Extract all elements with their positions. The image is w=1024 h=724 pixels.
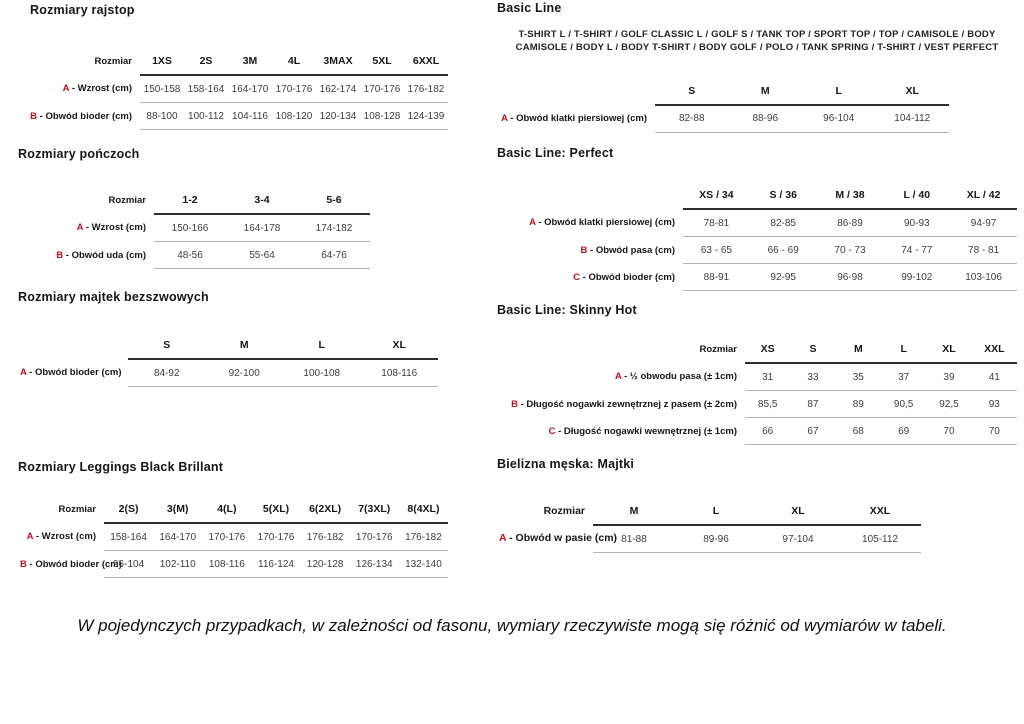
- size-table-rajstop: [18, 48, 448, 130]
- size-column-label: [497, 78, 655, 105]
- size-header-cell: L: [802, 78, 876, 105]
- size-header-cell: 5(XL): [251, 496, 300, 523]
- size-header-cell: M / 38: [817, 182, 884, 209]
- size-header-cell: 3M: [228, 48, 272, 75]
- size-value-cell: 70: [972, 418, 1017, 445]
- size-header-cell: XS: [745, 336, 790, 363]
- size-value-cell: 164-170: [228, 75, 272, 103]
- measurement-row: [497, 391, 1017, 418]
- size-value-cell: 102-110: [153, 551, 202, 578]
- measurement-label: A - Obwód w pasie (cm): [499, 532, 618, 545]
- section-title-leggings: Rozmiary Leggings Black Brillant: [18, 460, 224, 474]
- size-value-cell: 170-176: [251, 523, 300, 551]
- size-value-cell: 120-128: [301, 551, 350, 578]
- size-table-majtek: [18, 332, 438, 387]
- size-value-cell: 67: [790, 418, 835, 445]
- measurement-letter: A: [62, 83, 70, 95]
- size-value-cell: 170-176: [202, 523, 251, 551]
- size-value-cell: 35: [836, 363, 881, 391]
- size-table-perfect: [497, 182, 1017, 291]
- size-value-cell: 158-164: [184, 75, 228, 103]
- size-header-cell: XL: [757, 498, 839, 525]
- size-header-cell: S: [655, 78, 729, 105]
- measurement-row: [497, 105, 949, 133]
- size-value-cell: 70: [926, 418, 971, 445]
- measurement-label: A - Wzrost (cm): [62, 83, 132, 95]
- measurement-row: [18, 214, 370, 242]
- size-value-cell: 164-178: [226, 214, 298, 242]
- size-header-cell: XL: [926, 336, 971, 363]
- size-value-cell: 86-89: [817, 209, 884, 237]
- measurement-label: B - Obwód pasa (cm): [580, 244, 675, 256]
- size-value-cell: 31: [745, 363, 790, 391]
- size-header-cell: 3(M): [153, 496, 202, 523]
- basic-line-product-list: T-SHIRT L / T-SHIRT / GOLF CLASSIC L / GOLF S / TANK TOP / SPORT TOP / TOP / CAMISOLE / BODY CAMISOLE / BODY L / BODY T-SHIRT / BODY GOLF / POLO / TANK SPRING / T-SHIRT / VEST PERFECT: [515, 29, 999, 53]
- section-title-majtek: Rozmiary majtek bezszwowych: [18, 290, 209, 304]
- size-header-cell: XL: [361, 332, 439, 359]
- size-value-cell: 55-64: [226, 242, 298, 269]
- size-header-cell: XXL: [972, 336, 1017, 363]
- size-column-label: Rozmiar: [699, 344, 737, 355]
- size-value-cell: 41: [972, 363, 1017, 391]
- size-header-row: [18, 187, 370, 214]
- size-header-cell: 1XS: [140, 48, 184, 75]
- size-value-cell: 103-106: [950, 264, 1017, 291]
- size-value-cell: 66: [745, 418, 790, 445]
- section-title-majtki-meskie: Bielizna męska: Majtki: [497, 457, 635, 471]
- size-value-cell: 158-164: [104, 523, 153, 551]
- measurement-label: A - Wzrost (cm): [76, 222, 146, 234]
- size-column-label: Rozmiar: [58, 504, 96, 515]
- measurement-row: [497, 237, 1017, 264]
- size-value-cell: 66 - 69: [750, 237, 817, 264]
- measurement-letter: B: [20, 558, 27, 570]
- size-value-cell: 174-182: [298, 214, 370, 242]
- size-header-cell: S / 36: [750, 182, 817, 209]
- measurement-row: [18, 551, 448, 578]
- size-value-cell: 92,5: [926, 391, 971, 418]
- measurement-row: [18, 103, 448, 130]
- size-header-cell: 8(4XL): [399, 496, 448, 523]
- size-value-cell: 69: [881, 418, 926, 445]
- size-header-cell: 4(L): [202, 496, 251, 523]
- size-value-cell: 93: [972, 391, 1017, 418]
- size-value-cell: 132-140: [399, 551, 448, 578]
- measurement-row: [18, 242, 370, 269]
- size-value-cell: 92-100: [206, 359, 284, 387]
- section-rozmiary-rajstop: [18, 3, 448, 130]
- size-header-row: [497, 336, 1017, 363]
- measurement-row: [497, 525, 921, 553]
- measurement-letter: B: [580, 244, 588, 256]
- size-header-cell: L / 40: [883, 182, 950, 209]
- size-header-cell: XL / 42: [950, 182, 1017, 209]
- size-value-cell: 90,5: [881, 391, 926, 418]
- measurement-letter: C: [548, 425, 556, 437]
- size-header-cell: XL: [876, 78, 950, 105]
- section-title-skinny-hot: Basic Line: Skinny Hot: [497, 303, 637, 317]
- measurement-row: [18, 359, 438, 387]
- size-value-cell: 164-170: [153, 523, 202, 551]
- size-value-cell: 39: [926, 363, 971, 391]
- size-value-cell: 96-104: [104, 551, 153, 578]
- section-rozmiary-leggings: [18, 460, 448, 578]
- size-header-cell: 2(S): [104, 496, 153, 523]
- size-table-majtki-meskie: [497, 498, 921, 553]
- size-header-cell: 1-2: [154, 187, 226, 214]
- size-value-cell: 104-116: [228, 103, 272, 130]
- size-value-cell: 170-176: [360, 75, 404, 103]
- measurement-label: A - Obwód klatki piersiowej (cm): [529, 217, 675, 229]
- size-header-cell: L: [675, 498, 757, 525]
- size-header-cell: 5XL: [360, 48, 404, 75]
- size-header-row: [497, 78, 949, 105]
- size-column-label: [497, 182, 683, 209]
- section-basic-line-skinny-hot: [497, 303, 1017, 445]
- measurement-label: A - ½ obwodu pasa (± 1cm): [614, 371, 737, 383]
- size-value-cell: 92-95: [750, 264, 817, 291]
- size-value-cell: 104-112: [876, 105, 950, 133]
- measurement-label: C - Obwód bioder (cm): [573, 271, 675, 283]
- size-value-cell: 100-112: [184, 103, 228, 130]
- size-value-cell: 108-120: [272, 103, 316, 130]
- measurement-letter: A: [529, 217, 536, 229]
- size-value-cell: 108-128: [360, 103, 404, 130]
- measurement-label: B - Obwód bioder (cm): [20, 558, 122, 570]
- size-value-cell: 176-182: [404, 75, 448, 103]
- size-value-cell: 94-97: [950, 209, 1017, 237]
- size-value-cell: 78 - 81: [950, 237, 1017, 264]
- size-value-cell: 37: [881, 363, 926, 391]
- measurement-label: B - Obwód uda (cm): [56, 249, 146, 261]
- size-value-cell: 116-124: [251, 551, 300, 578]
- measurement-letter: B: [511, 398, 518, 410]
- measurement-letter: A: [20, 367, 27, 379]
- size-value-cell: 170-176: [272, 75, 316, 103]
- measurement-row: [18, 75, 448, 103]
- size-value-cell: 108-116: [361, 359, 439, 387]
- size-value-cell: 176-182: [301, 523, 350, 551]
- measurement-label: A - Obwód bioder (cm): [20, 367, 122, 379]
- size-value-cell: 64-76: [298, 242, 370, 269]
- size-table-leggings: [18, 496, 448, 578]
- measurement-letter: A: [76, 222, 84, 234]
- size-header-cell: 6XXL: [404, 48, 448, 75]
- measurement-letter: B: [30, 110, 37, 122]
- size-value-cell: 150-158: [140, 75, 184, 103]
- size-value-cell: 96-98: [817, 264, 884, 291]
- measurement-label: B - Długość nogawki zewnętrznej z pasem (± 2cm): [511, 398, 737, 410]
- size-value-cell: 82-88: [655, 105, 729, 133]
- section-basic-line: [497, 1, 1017, 133]
- size-value-cell: 82-85: [750, 209, 817, 237]
- section-title-perfect: Basic Line: Perfect: [497, 146, 614, 160]
- measurement-letter: A: [26, 531, 34, 543]
- size-value-cell: 97-104: [757, 525, 839, 553]
- size-value-cell: 48-56: [154, 242, 226, 269]
- measurement-letter: B: [56, 249, 64, 261]
- size-value-cell: 74 - 77: [883, 237, 950, 264]
- size-value-cell: 124-139: [404, 103, 448, 130]
- size-header-row: [497, 498, 921, 525]
- size-header-cell: 7(3XL): [350, 496, 399, 523]
- section-rozmiary-majtek-bezszwowych: [18, 290, 438, 387]
- measurement-row: [497, 363, 1017, 391]
- size-table-skinny-hot: [497, 336, 1017, 445]
- size-header-cell: XS / 34: [683, 182, 750, 209]
- size-header-row: [18, 48, 448, 75]
- size-column-label: Rozmiar: [94, 56, 132, 67]
- size-value-cell: 88-100: [140, 103, 184, 130]
- size-value-cell: 84-92: [128, 359, 206, 387]
- size-header-cell: 4L: [272, 48, 316, 75]
- size-header-cell: 6(2XL): [301, 496, 350, 523]
- section-title-rajstop: Rozmiary rajstop: [30, 3, 135, 17]
- measurement-label: A - Obwód klatki piersiowej (cm): [501, 112, 647, 124]
- size-value-cell: 176-182: [399, 523, 448, 551]
- section-title-basic-line: Basic Line: [497, 1, 562, 15]
- size-header-row: [18, 496, 448, 523]
- size-column-label: Rozmiar: [108, 195, 146, 206]
- size-header-row: [18, 332, 438, 359]
- section-bielizna-meska-majtki: [497, 457, 1017, 553]
- size-value-cell: 78-81: [683, 209, 750, 237]
- size-header-cell: M: [729, 78, 803, 105]
- size-header-cell: 3-4: [226, 187, 298, 214]
- size-value-cell: 108-116: [202, 551, 251, 578]
- size-header-cell: 5-6: [298, 187, 370, 214]
- measurement-label: A - Wzrost (cm): [26, 531, 96, 543]
- size-header-cell: M: [206, 332, 284, 359]
- measurement-row: [18, 523, 448, 551]
- size-value-cell: 63 - 65: [683, 237, 750, 264]
- measurement-label: B - Obwód bioder (cm): [30, 110, 132, 122]
- size-value-cell: 70 - 73: [817, 237, 884, 264]
- size-header-cell: 2S: [184, 48, 228, 75]
- size-value-cell: 100-108: [283, 359, 361, 387]
- size-header-cell: L: [881, 336, 926, 363]
- measurement-label: C - Długość nogawki wewnętrznej (± 1cm): [548, 425, 737, 437]
- size-value-cell: 68: [836, 418, 881, 445]
- size-header-cell: L: [283, 332, 361, 359]
- section-basic-line-perfect: [497, 146, 1017, 291]
- measurement-letter: A: [614, 371, 622, 383]
- size-value-cell: 120-134: [316, 103, 360, 130]
- size-header-cell: M: [593, 498, 675, 525]
- size-table-ponczoch: [18, 187, 370, 269]
- disclaimer-note: W pojedynczych przypadkach, w zależności od fasonu, wymiary rzeczywiste mogą się różnić od wymiarów w tabeli.: [77, 616, 947, 635]
- size-value-cell: 126-134: [350, 551, 399, 578]
- measurement-letter: A: [501, 112, 508, 124]
- size-header-row: [497, 182, 1017, 209]
- size-value-cell: 81-88: [593, 525, 675, 553]
- size-header-cell: S: [128, 332, 206, 359]
- size-value-cell: 90-93: [883, 209, 950, 237]
- measurement-letter: A: [499, 532, 507, 545]
- size-header-cell: M: [836, 336, 881, 363]
- size-column-label: Rozmiar: [543, 504, 585, 517]
- size-value-cell: 87: [790, 391, 835, 418]
- size-table-basic-line: [497, 78, 949, 133]
- size-value-cell: 89: [836, 391, 881, 418]
- size-header-cell: 3MAX: [316, 48, 360, 75]
- measurement-row: [497, 209, 1017, 237]
- size-header-cell: S: [790, 336, 835, 363]
- size-value-cell: 99-102: [883, 264, 950, 291]
- size-value-cell: 162-174: [316, 75, 360, 103]
- measurement-letter: C: [573, 271, 580, 283]
- size-column-label: [18, 332, 128, 359]
- section-rozmiary-ponczoch: [18, 147, 370, 269]
- size-value-cell: 105-112: [839, 525, 921, 553]
- size-value-cell: 89-96: [675, 525, 757, 553]
- size-value-cell: 170-176: [350, 523, 399, 551]
- size-value-cell: 88-96: [729, 105, 803, 133]
- size-value-cell: 150-166: [154, 214, 226, 242]
- size-value-cell: 88-91: [683, 264, 750, 291]
- size-value-cell: 85,5: [745, 391, 790, 418]
- size-header-cell: XXL: [839, 498, 921, 525]
- size-value-cell: 96-104: [802, 105, 876, 133]
- measurement-row: [497, 418, 1017, 445]
- section-title-ponczoch: Rozmiary pończoch: [18, 147, 140, 161]
- size-value-cell: 33: [790, 363, 835, 391]
- measurement-row: [497, 264, 1017, 291]
